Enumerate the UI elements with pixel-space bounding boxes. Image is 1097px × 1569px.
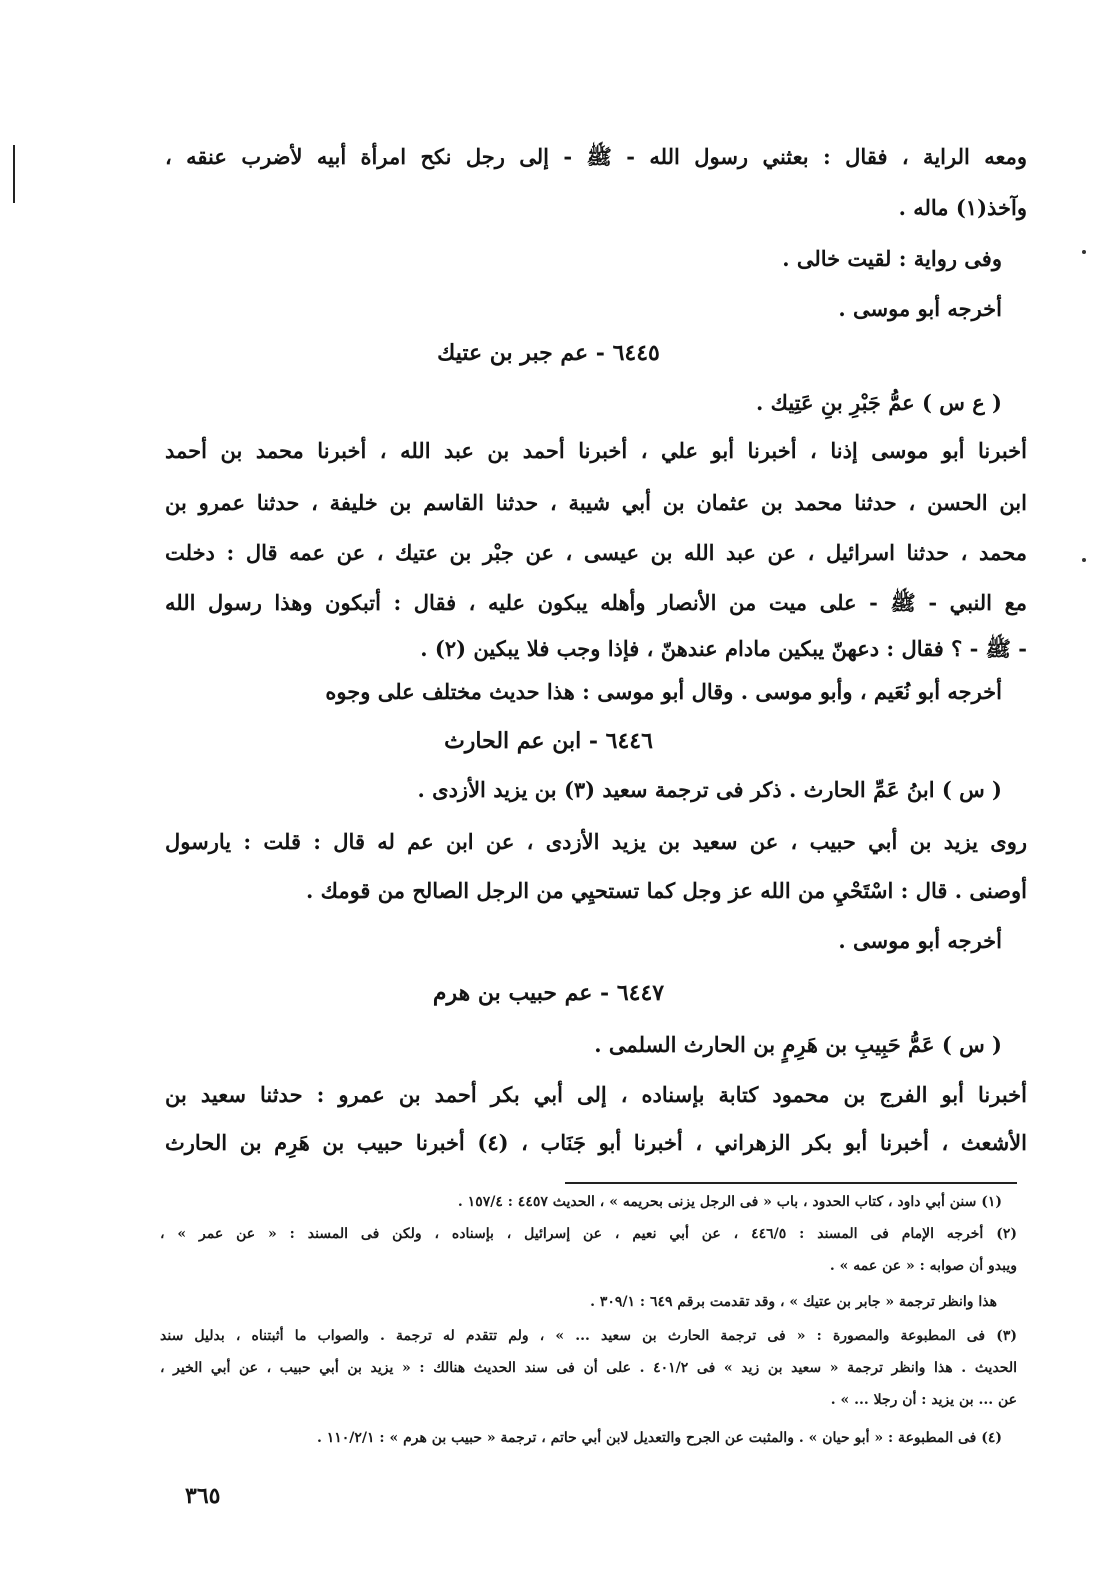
- margin-dot: [1082, 250, 1086, 254]
- footnote: الحديث . هذا وانظر ترجمة « سعيد بن زيد » فى ٤٠١/٢ . على أن فى سند الحديث هنالك : « يزيد بن أبي حبيب ، عن أبي الخير ،: [160, 1360, 1017, 1376]
- text-line: روى يزيد بن أبي حبيب ، عن سعيد بن يزيد الأزدى ، عن ابن عم له قال : قلت : يارسول: [165, 829, 1027, 854]
- text-line: الأشعث ، أخبرنا أبو بكر الزهراني ، أخبرنا أبو جَنَاب ، (٤) أخبرنا حبيب بن هَرِم بن الحارث: [165, 1130, 1027, 1155]
- footnote: ويبدو أن صوابه : « عن عمه » .: [829, 1258, 1017, 1274]
- text-line: أخرجه أبو نُعَيم ، وأبو موسى . وقال أبو موسى : هذا حديث مختلف على وجوه: [325, 679, 1002, 704]
- entry-heading: ٦٤٤٧ - عم حبيب بن هرم: [432, 980, 665, 1006]
- margin-mark: [13, 145, 15, 203]
- footnote: (٣) فى المطبوعة والمصورة : « فى ترجمة الحارث بن سعيد ... » ، ولم تتقدم له ترجمة . والصواب ما أثبتناه ، بدليل سند: [160, 1328, 1017, 1344]
- text-line: ( س ) ابنُ عَمِّ الحارث . ذكر فى ترجمة سعيد (٣) بن يزيد الأزدى .: [417, 777, 1002, 802]
- text-line: ابن الحسن ، حدثنا محمد بن عثمان بن أبي شيبة ، حدثنا القاسم بن خليفة ، حدثنا عمرو بن: [165, 490, 1027, 515]
- footnote: (٢) أخرجه الإمام فى المسند : ٤٤٦/٥ ، عن أبي نعيم ، عن إسرائيل ، بإسناده ، ولكن فى المسند : « عن عمر » ،: [160, 1226, 1017, 1242]
- text-line: ومعه الراية ، فقال : بعثني رسول الله - ﷺ - إلى رجل نكح امرأة أبيه لأضرب عنقه ،: [165, 144, 1027, 169]
- footnote: هذا وانظر ترجمة « جابر بن عتيك » ، وقد تقدمت برقم ٦٤٩ : ٣٠٩/١ .: [590, 1294, 997, 1310]
- text-line: أوصنى . قال : اسْتَحْيِ من الله عز وجل كما تستحيِي من الرجل الصالح من قومك .: [306, 878, 1027, 903]
- text-line: مع النبي - ﷺ - على ميت من الأنصار وأهله يبكون عليه ، فقال : أتبكون وهذا رسول الله: [165, 590, 1027, 615]
- text-line: ( ع س ) عمُّ جَبْرِ بنِ عَتِيك .: [756, 390, 1002, 415]
- footnote-divider: [565, 1182, 1017, 1184]
- entry-heading: ٦٤٤٦ - ابن عم الحارث: [444, 728, 653, 754]
- text-line: - ﷺ - ؟ فقال : دعهنّ يبكين مادام عندهنّ ، فإذا وجب فلا يبكين (٢) .: [420, 636, 1027, 661]
- text-line: ( س ) عَمُّ حَبِيبِ بن هَرِمٍ بن الحارث السلمى .: [594, 1032, 1002, 1057]
- text-line: وآخذ(١) ماله .: [898, 195, 1027, 220]
- text-line: أخرجه أبو موسى .: [838, 296, 1002, 321]
- footnote: (٤) فى المطبوعة : « أبو حيان » . والمثبت عن الجرح والتعديل لابن أبي حاتم ، ترجمة « حبيب بن هرم » : ١١٠/٢/١ .: [316, 1430, 1002, 1446]
- text-line: أخبرنا أبو موسى إذنا ، أخبرنا أبو علي ، أخبرنا أحمد بن عبد الله ، أخبرنا محمد بن أحمد: [165, 438, 1027, 463]
- footnote: عن ... بن يزيد : أن رجلا ... » .: [830, 1392, 1017, 1408]
- text-line: أخبرنا أبو الفرج بن محمود كتابة بإسناده ، إلى أبي بكر أحمد بن عمرو : حدثنا سعيد بن: [165, 1082, 1027, 1107]
- text-line: أخرجه أبو موسى .: [838, 928, 1002, 953]
- entry-heading: ٦٤٤٥ - عم جبر بن عتيك: [437, 340, 660, 366]
- margin-dot: [1082, 558, 1086, 562]
- text-line: وفى رواية : لقيت خالى .: [782, 246, 1002, 271]
- footnote: (١) سنن أبي داود ، كتاب الحدود ، باب « فى الرجل يزنى بحريمه » ، الحديث ٤٤٥٧ : ١٥٧/٤ .: [457, 1194, 1002, 1210]
- page-number: ٣٦٥: [185, 1483, 221, 1509]
- text-line: محمد ، حدثنا اسرائيل ، عن عبد الله بن عيسى ، عن جبْر بن عتيك ، عن عمه قال : دخلت: [165, 540, 1027, 565]
